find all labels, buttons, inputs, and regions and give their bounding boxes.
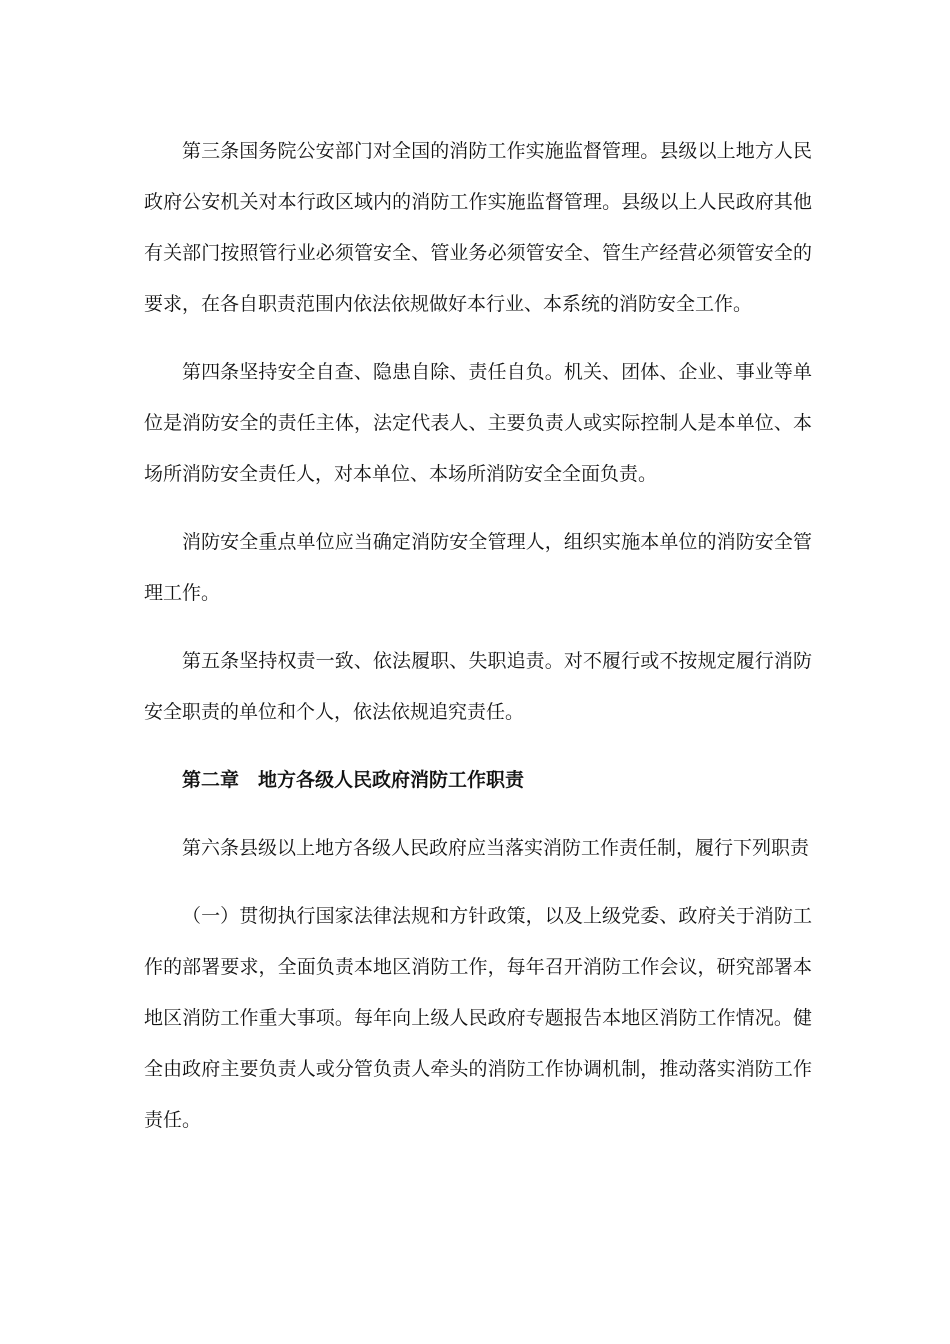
key-unit-paragraph: 消防安全重点单位应当确定消防安全管理人，组织实施本单位的消防安全管理工作。 — [144, 531, 812, 604]
chapter-heading: 第二章 地方各级人民政府消防工作职责 — [182, 769, 525, 791]
document-body — [144, 126, 812, 1163]
article-4-paragraph: 第四条坚持安全自查、隐患自除、责任自负。机关、团体、企业、事业等单位是消防安全的责任主体，法定代表人、主要负责人或实际控制人是本单位、本场所消防安全责任人，对本单位、本场所消防安全全面负责。 — [144, 361, 812, 485]
article-3-paragraph: 第三条国务院公安部门对全国的消防工作实施监督管理。县级以上地方人民政府公安机关对本行政区域内的消防工作实施监督管理。县级以上人民政府其他有关部门按照管行业必须管安全、管业务必须管安全、管生产经营必须管安全的要求，在各自职责范围内依法依规做好本行业、本系统的消防安全工作。 — [144, 140, 812, 315]
article-6-paragraph: 第六条县级以上地方各级人民政府应当落实消防工作责任制，履行下列职责 — [182, 837, 810, 859]
item-1-paragraph: （一）贯彻执行国家法律法规和方针政策，以及上级党委、政府关于消防工作的部署要求，全面负责本地区消防工作，每年召开消防工作会议，研究部署本地区消防工作重大事项。每年向上级人民政府专题报告本地区消防工作情况。健全由政府主要负责人或分管负责人牵头的消防工作协调机制，推动落实消防工作责任。 — [144, 905, 812, 1131]
article-5-paragraph: 第五条坚持权责一致、依法履职、失职追责。对不履行或不按规定履行消防安全职责的单位和个人，依法依规追究责任。 — [144, 650, 812, 723]
